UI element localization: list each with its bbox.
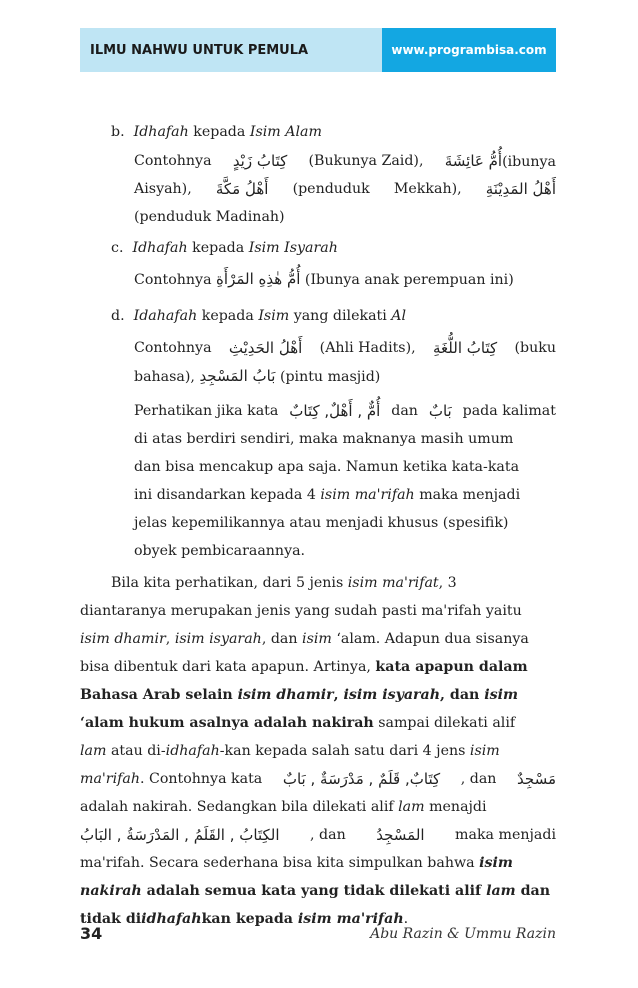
- list-item-d-para-line5: jelas kepemilikannya atau menjadi khusus (spesifik): [134, 515, 509, 531]
- page-header: [80, 28, 556, 72]
- paragraph-line2: diantaranya merupakan jenis yang sudah pasti ma'rifah yaitu: [80, 603, 522, 619]
- list-item-c-heading: c. Idhafah kepada Isim Isyarah: [111, 240, 338, 256]
- page-number: 34: [80, 924, 103, 943]
- paragraph-line9: adalah nakirah. Sedangkan bila dilekati alif lam menajdi: [80, 799, 487, 815]
- paragraph-line1: Bila kita perhatikan, dari 5 jenis isim ma'rifat, 3: [111, 575, 457, 591]
- paragraph-line3: isim dhamir, isim isyarah, dan isim ‘alam. Adapun dua sisanya: [80, 631, 529, 647]
- paragraph-line5: Bahasa Arab selain isim dhamir, isim isyarah, dan isim: [80, 687, 519, 703]
- list-item-c-line1: Contohnya أُمُّ هٰذِهِ المَرْأَةِ (Ibunya anak perempuan ini): [134, 270, 514, 288]
- paragraph-line7: lam atau di-idhafah-kan kepada salah satu dari 4 jens isim: [80, 743, 500, 759]
- list-item-d-heading: d. Idahafah kepada Isim yang dilekati Al: [111, 308, 407, 324]
- list-item-b-line3: (penduduk Madinah): [134, 209, 285, 225]
- book-title: ILMU NAHWU UNTUK PEMULA: [80, 28, 382, 72]
- paragraph-line13: tidak diidhafahkan kepada isim ma'rifah.: [80, 911, 409, 927]
- list-item-b-heading: b. Idhafah kepada Isim Alam: [111, 124, 322, 140]
- paragraph-line6: ‘alam hukum asalnya adalah nakirah sampai dilekati alif: [80, 715, 516, 731]
- list-item-d-para-line1: Perhatikan jika kata أُمٌّ , أَهْلٌ, كِتَابٌ dan بَابٌ pada kalimat: [134, 402, 556, 420]
- list-item-d-para-line3: dan bisa mencakup apa saja. Namun ketika kata-kata: [134, 459, 520, 475]
- website-url: www.programbisa.com: [382, 28, 556, 72]
- list-item-d-line2: bahasa), بَابُ المَسْجِدِ (pintu masjid): [134, 367, 381, 385]
- list-item-d-para-line6: obyek pembicaraannya.: [134, 543, 306, 559]
- paragraph-line10: الكِتَابُ , القَلَمُ , المَدْرَسَةُ , البَابُ , dan المَسْجِدُ maka menjadi: [80, 826, 556, 844]
- author-name: Abu Razin & Ummu Razin: [370, 926, 556, 942]
- paragraph-line4: bisa dibentuk dari kata apapun. Artinya, kata apapun dalam: [80, 659, 528, 675]
- list-item-d-para-line4: ini disandarkan kepada 4 isim ma'rifah maka menjadi: [134, 487, 521, 503]
- paragraph-line12: nakirah adalah semua kata yang tidak dilekati alif lam dan: [80, 883, 551, 899]
- list-item-d-line1: Contohnya أَهْلُ الحَدِيْثِ (Ahli Hadits), كِتَابُ اللُّغَةِ (buku: [134, 339, 556, 357]
- list-item-b-line1: Contohnya كِتَابُ زَيْدٍ (Bukunya Zaid), أُمُّ عَائِشَةَ(ibunya: [134, 152, 556, 170]
- paragraph-line11: ma'rifah. Secara sederhana bisa kita simpulkan bahwa isim: [80, 855, 513, 871]
- list-item-d-para-line2: di atas berdiri sendiri, maka maknanya masih umum: [134, 431, 514, 447]
- paragraph-line8: ma'rifah. Contohnya kata كِتَابٌ, قَلَمٌ , مَدْرَسَةٌ , بَابٌ , dan مَسْجِدٌ: [80, 770, 556, 788]
- list-item-b-line2: Aisyah), أَهْلُ مَكَّةَ (penduduk Mekkah), أَهْلُ المَدِيْنَةِ: [134, 180, 556, 198]
